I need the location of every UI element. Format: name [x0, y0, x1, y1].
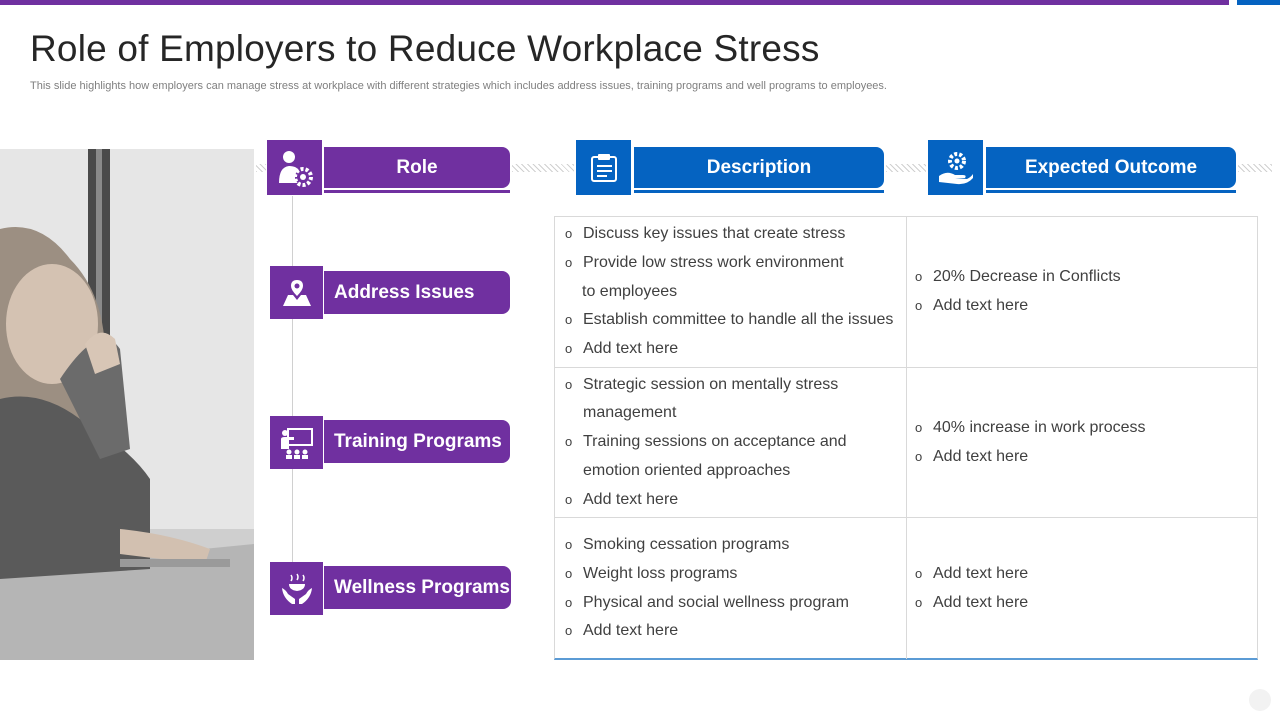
bullet-glyph: o — [915, 269, 923, 285]
column-divider — [906, 368, 907, 517]
bullet-glyph: o — [565, 376, 573, 392]
bullet-glyph: o — [565, 434, 573, 450]
header-outcome — [986, 147, 1236, 188]
list-item-text: 20% Decrease in Conflicts — [933, 268, 1121, 286]
person-gear-icon — [267, 140, 322, 195]
list-item-text: Add text here — [583, 490, 679, 508]
slide-subtitle: This slide highlights how employers can manage stress at workplace with different strategies which includes address issues, training programs and well programs to employees. — [30, 80, 887, 92]
bullet-glyph: o — [915, 594, 923, 610]
list-item-text: Add text here — [933, 593, 1029, 611]
list-item — [915, 589, 1255, 618]
list-item — [565, 220, 905, 249]
list-item — [915, 292, 1255, 321]
header-description-label: Description — [706, 156, 812, 178]
list-item — [565, 531, 905, 560]
list-item-text: Add text here — [583, 340, 679, 358]
bullet-glyph: o — [565, 491, 573, 507]
list-item — [565, 457, 905, 486]
bullet-glyph: o — [915, 419, 923, 435]
table-row — [555, 367, 1257, 517]
list-item-text: Provide low stress work environment — [583, 253, 844, 271]
list-item-text: Weight loss programs — [583, 564, 738, 582]
slide-title: Role of Employers to Reduce Workplace Stress — [30, 28, 820, 69]
list-item-text: emotion oriented approaches — [583, 461, 791, 479]
bullet-glyph: o — [565, 623, 573, 639]
list-item — [565, 428, 905, 457]
list-item — [915, 414, 1255, 443]
list-item — [565, 306, 905, 335]
description-cell — [565, 368, 905, 517]
list-item-text: management — [583, 404, 677, 422]
list-item-text: Add text here — [583, 622, 679, 640]
header-description-underline — [634, 190, 884, 193]
table-row — [555, 517, 1257, 659]
column-divider — [906, 518, 907, 659]
role-label: Wellness Programs — [334, 576, 511, 598]
bullet-glyph: o — [565, 226, 573, 241]
header-outcome-label: Expected Outcome — [1024, 156, 1198, 178]
list-item — [565, 560, 905, 589]
list-item — [915, 560, 1255, 589]
corner-dot — [1249, 689, 1271, 711]
list-item — [565, 249, 905, 278]
hand-gear-icon — [928, 140, 983, 195]
clipboard-icon — [576, 140, 631, 195]
presentation-icon — [270, 416, 323, 469]
list-item-text: 40% increase in work process — [933, 418, 1146, 436]
hatch-connector — [256, 164, 266, 172]
list-item-text: Smoking cessation programs — [583, 535, 790, 553]
header-outcome-underline — [986, 190, 1236, 193]
bullet-glyph: o — [565, 341, 573, 357]
list-item — [565, 371, 905, 400]
outcome-cell — [915, 368, 1255, 517]
list-item — [565, 486, 905, 515]
list-item — [565, 335, 905, 364]
list-item-text: Training sessions on acceptance and — [583, 433, 847, 451]
bullet-glyph: o — [915, 448, 923, 464]
list-item — [565, 617, 905, 646]
list-item-text: Discuss key issues that create stress — [583, 225, 846, 242]
header-role-underline — [324, 190, 510, 193]
map-icon — [270, 266, 323, 319]
list-item — [565, 278, 905, 307]
top-accent-bar-blue — [1237, 0, 1280, 5]
list-item-text: Add text here — [933, 297, 1029, 314]
list-item-text: Strategic session on mentally stress — [583, 375, 839, 393]
list-item — [915, 443, 1255, 472]
header-description — [634, 147, 884, 188]
outcome-cell — [915, 518, 1255, 659]
list-item-text: Add text here — [933, 447, 1029, 465]
bullet-glyph: o — [565, 254, 573, 270]
header-role — [324, 147, 510, 188]
list-item-text: Establish committee to handle all the issues — [583, 311, 894, 329]
list-item — [565, 399, 905, 428]
table-row — [555, 217, 1257, 367]
bullet-glyph: o — [565, 312, 573, 328]
role-label: Training Programs — [334, 430, 502, 452]
role-wellness-programs — [324, 566, 511, 609]
hatch-connector — [512, 164, 574, 172]
bullet-glyph: o — [915, 565, 923, 581]
strategy-table — [554, 216, 1258, 660]
hatch-connector — [1238, 164, 1272, 172]
bullet-glyph: o — [565, 565, 573, 581]
list-item-text: to employees — [582, 282, 678, 300]
list-item-text: Physical and social wellness program — [583, 593, 849, 611]
bullet-glyph: o — [565, 594, 573, 610]
list-item — [915, 263, 1255, 292]
role-label: Address Issues — [334, 281, 475, 303]
description-cell — [565, 217, 905, 367]
hands-care-icon — [270, 562, 323, 615]
outcome-cell — [915, 217, 1255, 367]
bullet-glyph: o — [915, 298, 923, 313]
column-divider — [906, 217, 907, 367]
header-role-label: Role — [396, 156, 438, 178]
hatch-connector — [886, 164, 926, 172]
list-item — [565, 589, 905, 618]
description-cell — [565, 518, 905, 659]
list-item-text: Add text here — [933, 564, 1029, 582]
bullet-glyph: o — [565, 536, 573, 552]
role-address-issues — [324, 271, 510, 314]
timeline-line — [292, 196, 293, 592]
stressed-woman-photo — [0, 149, 254, 660]
role-training-programs — [324, 420, 510, 463]
top-accent-bar-purple — [0, 0, 1229, 5]
